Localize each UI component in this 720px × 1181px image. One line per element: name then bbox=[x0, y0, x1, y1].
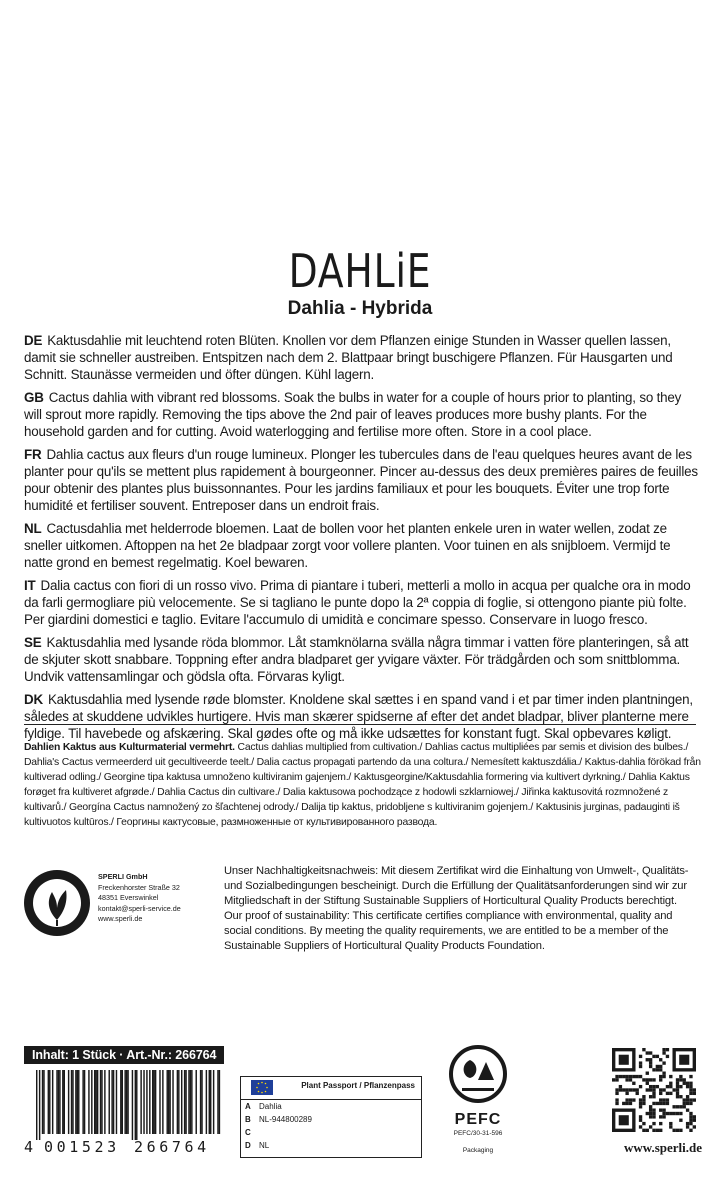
sustainable-supplier-logo bbox=[22, 868, 92, 938]
content-article-number: Inhalt: 1 Stück · Art.-Nr.: 266764 bbox=[24, 1046, 224, 1064]
eu-flag-icon bbox=[251, 1080, 273, 1095]
pefc-certification bbox=[440, 1044, 516, 1156]
description-de: DE Kaktusdahlie mit leuchtend roten Blüten. Knollen vor dem Pflanzen einige Stunden in Wasser quellen lassen, damit sie schneller austreiben. Entspitzen nach dem 2. Blattpaar bringt buschigere Pflanzen. Für Hausgarten und Schnitt. Staunässe vermeiden und öfter düngen. Kühl lagern. bbox=[24, 333, 673, 382]
sustainability-de: Unser Nachhaltigkeitsnachweis: Mit diesem Zertifikat wird die Einhaltung von Umwelt-, Qualitäts- und Sozialbedingungen bescheinigt. Durch die Erfüllung der Qualitätsanforderungen sind wir zur Mitgliedschaft in der Stiftung Sustainable Suppliers of Horticultural Quality Products berechtigt. bbox=[224, 865, 689, 907]
description-it: IT Dalia cactus con fiori di un rosso vivo. Prima di piantare i tuberi, metterli a mollo in acqua per qualche ora in modo da farli germogliare più velocemente. Se si tagliano le punte dopo la 2ª coppia di foglie, si ottengono piante più folte. Per giardini domestici e taglio. Evitare l'accumulo di umidità e concimare spesso. Conservare in luogo fresco. bbox=[24, 578, 691, 627]
company-city: 48351 Everswinkel bbox=[98, 893, 159, 902]
cultivation-note: Dahlien Kaktus aus Kulturmaterial vermehrt. Cactus dahlias multiplied from cultivation./ Dahlias cactus multipliées par semis et division des bulbes./ Dahlia's Cactus vermeerderd uit gecultiveerde teelt./ Dalia cactus propagati partendo da una coltura./ Nemesített kaktuszdália./ Kaktus-dahlia förökad från kultiverad odling./ Georgine tipa kaktusa umnoženo kultiviranim gajenjem./ Kaktusgeorgine/Kaktusdahlia formering via kultivert dyrkning./ Dahlia Kaktus forøget fra kultiveret afgrøde./ Dahlia Cactus din cultivare./ Dalia kaktusowa pochodzące z hodowli szklarniowej./ Jiřinka kaktusovitá rozmnožené z kultivarů./ Georgína Cactus namnožený zo šľachtenej odrody./ Dalija tip kaktus, pridobljene s kultiviranim gojenjem./ Kaktusinis jurginas, padauginti iš kultivuotos kultūros./ Георгины кактусовые, размноженные от культивированного развода. bbox=[24, 742, 701, 828]
pefc-label: PEFC bbox=[454, 1111, 502, 1128]
passport-row-b: B NL-944800289 bbox=[245, 1115, 312, 1124]
company-web: www.sperli.de bbox=[98, 914, 143, 923]
barcode-block bbox=[24, 1046, 224, 1158]
passport-row-d: D NL bbox=[245, 1141, 270, 1150]
sustainability-statement bbox=[224, 864, 700, 954]
divider bbox=[24, 724, 696, 725]
sustainability-en: Our proof of sustainability: This certificate certifies compliance with environmental, quality and social conditions. By meeting the quality requirements, we are entitled to be a member of the Sustainable Suppliers of Horticultural Quality Products Foundation. bbox=[224, 910, 673, 952]
product-title: DAHLiE bbox=[288, 244, 432, 298]
pefc-code: PEFC/30-31-596 bbox=[453, 1130, 503, 1137]
description-gb: GB Cactus dahlia with vibrant red blossoms. Soak the bulbs in water for a couple of hours prior to planting, so they will sprout more rapidly. Removing the tips above the 2nd pair of leaves produces more bushy plants. For the household garden and for cutting. Avoid waterlogging and fertilise more often. Store in a cool place. bbox=[24, 390, 682, 439]
plant-passport bbox=[240, 1076, 422, 1158]
barcode-digits bbox=[24, 1138, 224, 1158]
barcode-lead-digit: 4 bbox=[24, 1138, 34, 1156]
company-address bbox=[98, 872, 181, 925]
passport-row-a: A Dahlia bbox=[245, 1102, 282, 1111]
description-dk: DK Kaktusdahlia med lysende røde blomster. Knoldene skal sættes i en spand vand i et par timer inden plantningen, således at skuddene udvikles hurtigere. Hvis man skærer spidserne af efter det andet bladpar, bliver planterne mere fyldige. Til havebede og afskæring. Skal gødes ofte og må ikke udsættes for konstant fugt. Skal opbevares køligt. bbox=[24, 692, 693, 741]
pefc-tree-icon bbox=[448, 1044, 508, 1104]
barcode-icon bbox=[24, 1070, 224, 1140]
company-street: Freckenhorster Straße 32 bbox=[98, 882, 180, 892]
description-nl: NL Cactusdahlia met helderrode bloemen. Laat de bollen voor het planten enkele uren in water wellen, zodat ze sneller uitkomen. Aftoppen na het 2e bladpaar zorgt voor vollere planten. Voor tuinen en als snijbloem. Vermijd te natte grond en bemest regelmatig. Koel bewaren. bbox=[24, 521, 671, 570]
description-fr: FR Dahlia cactus aux fleurs d'un rouge lumineux. Plonger les tubercules dans de l'eau quelques heures avant de les planter pour qu'ils se mettent plus rapidement à bourgeonner. Pincer au-dessus des deux premières paires de feuilles pour obtenir des plantes plus buissonnantes. Pour les jardins familiaux et pour les bouquets. Éviter une trop forte humidité et fertiliser souvent. Entreposer dans un endroit frais. bbox=[24, 447, 698, 513]
barcode-group-1: 001523 bbox=[44, 1138, 120, 1156]
company-email: kontakt@sperli-service.de bbox=[98, 903, 181, 913]
barcode-group-2: 266764 bbox=[134, 1138, 210, 1156]
qr-code-icon[interactable] bbox=[612, 1048, 696, 1132]
company-name: SPERLI GmbH bbox=[98, 872, 148, 881]
website-link[interactable]: www.sperli.de bbox=[624, 1140, 702, 1155]
language-descriptions bbox=[24, 332, 700, 748]
pefc-packaging: Packaging bbox=[462, 1147, 494, 1154]
product-subtitle: Dahlia - Hybrida bbox=[287, 298, 433, 319]
description-se: SE Kaktusdahlia med lysande röda blommor. Låt stamknölarna svälla några timmar i vatten före planteringen, så att de skjuter skott snabbare. Toppning efter andra bladparet ger yvigare växter. För trädgården och som snittblomma. Undvik vattensamlingar och gödsla ofta. Förvaras kyligt. bbox=[24, 635, 689, 684]
passport-row-c: C bbox=[245, 1128, 251, 1137]
passport-title: Plant Passport / Pflanzenpass bbox=[301, 1081, 415, 1090]
